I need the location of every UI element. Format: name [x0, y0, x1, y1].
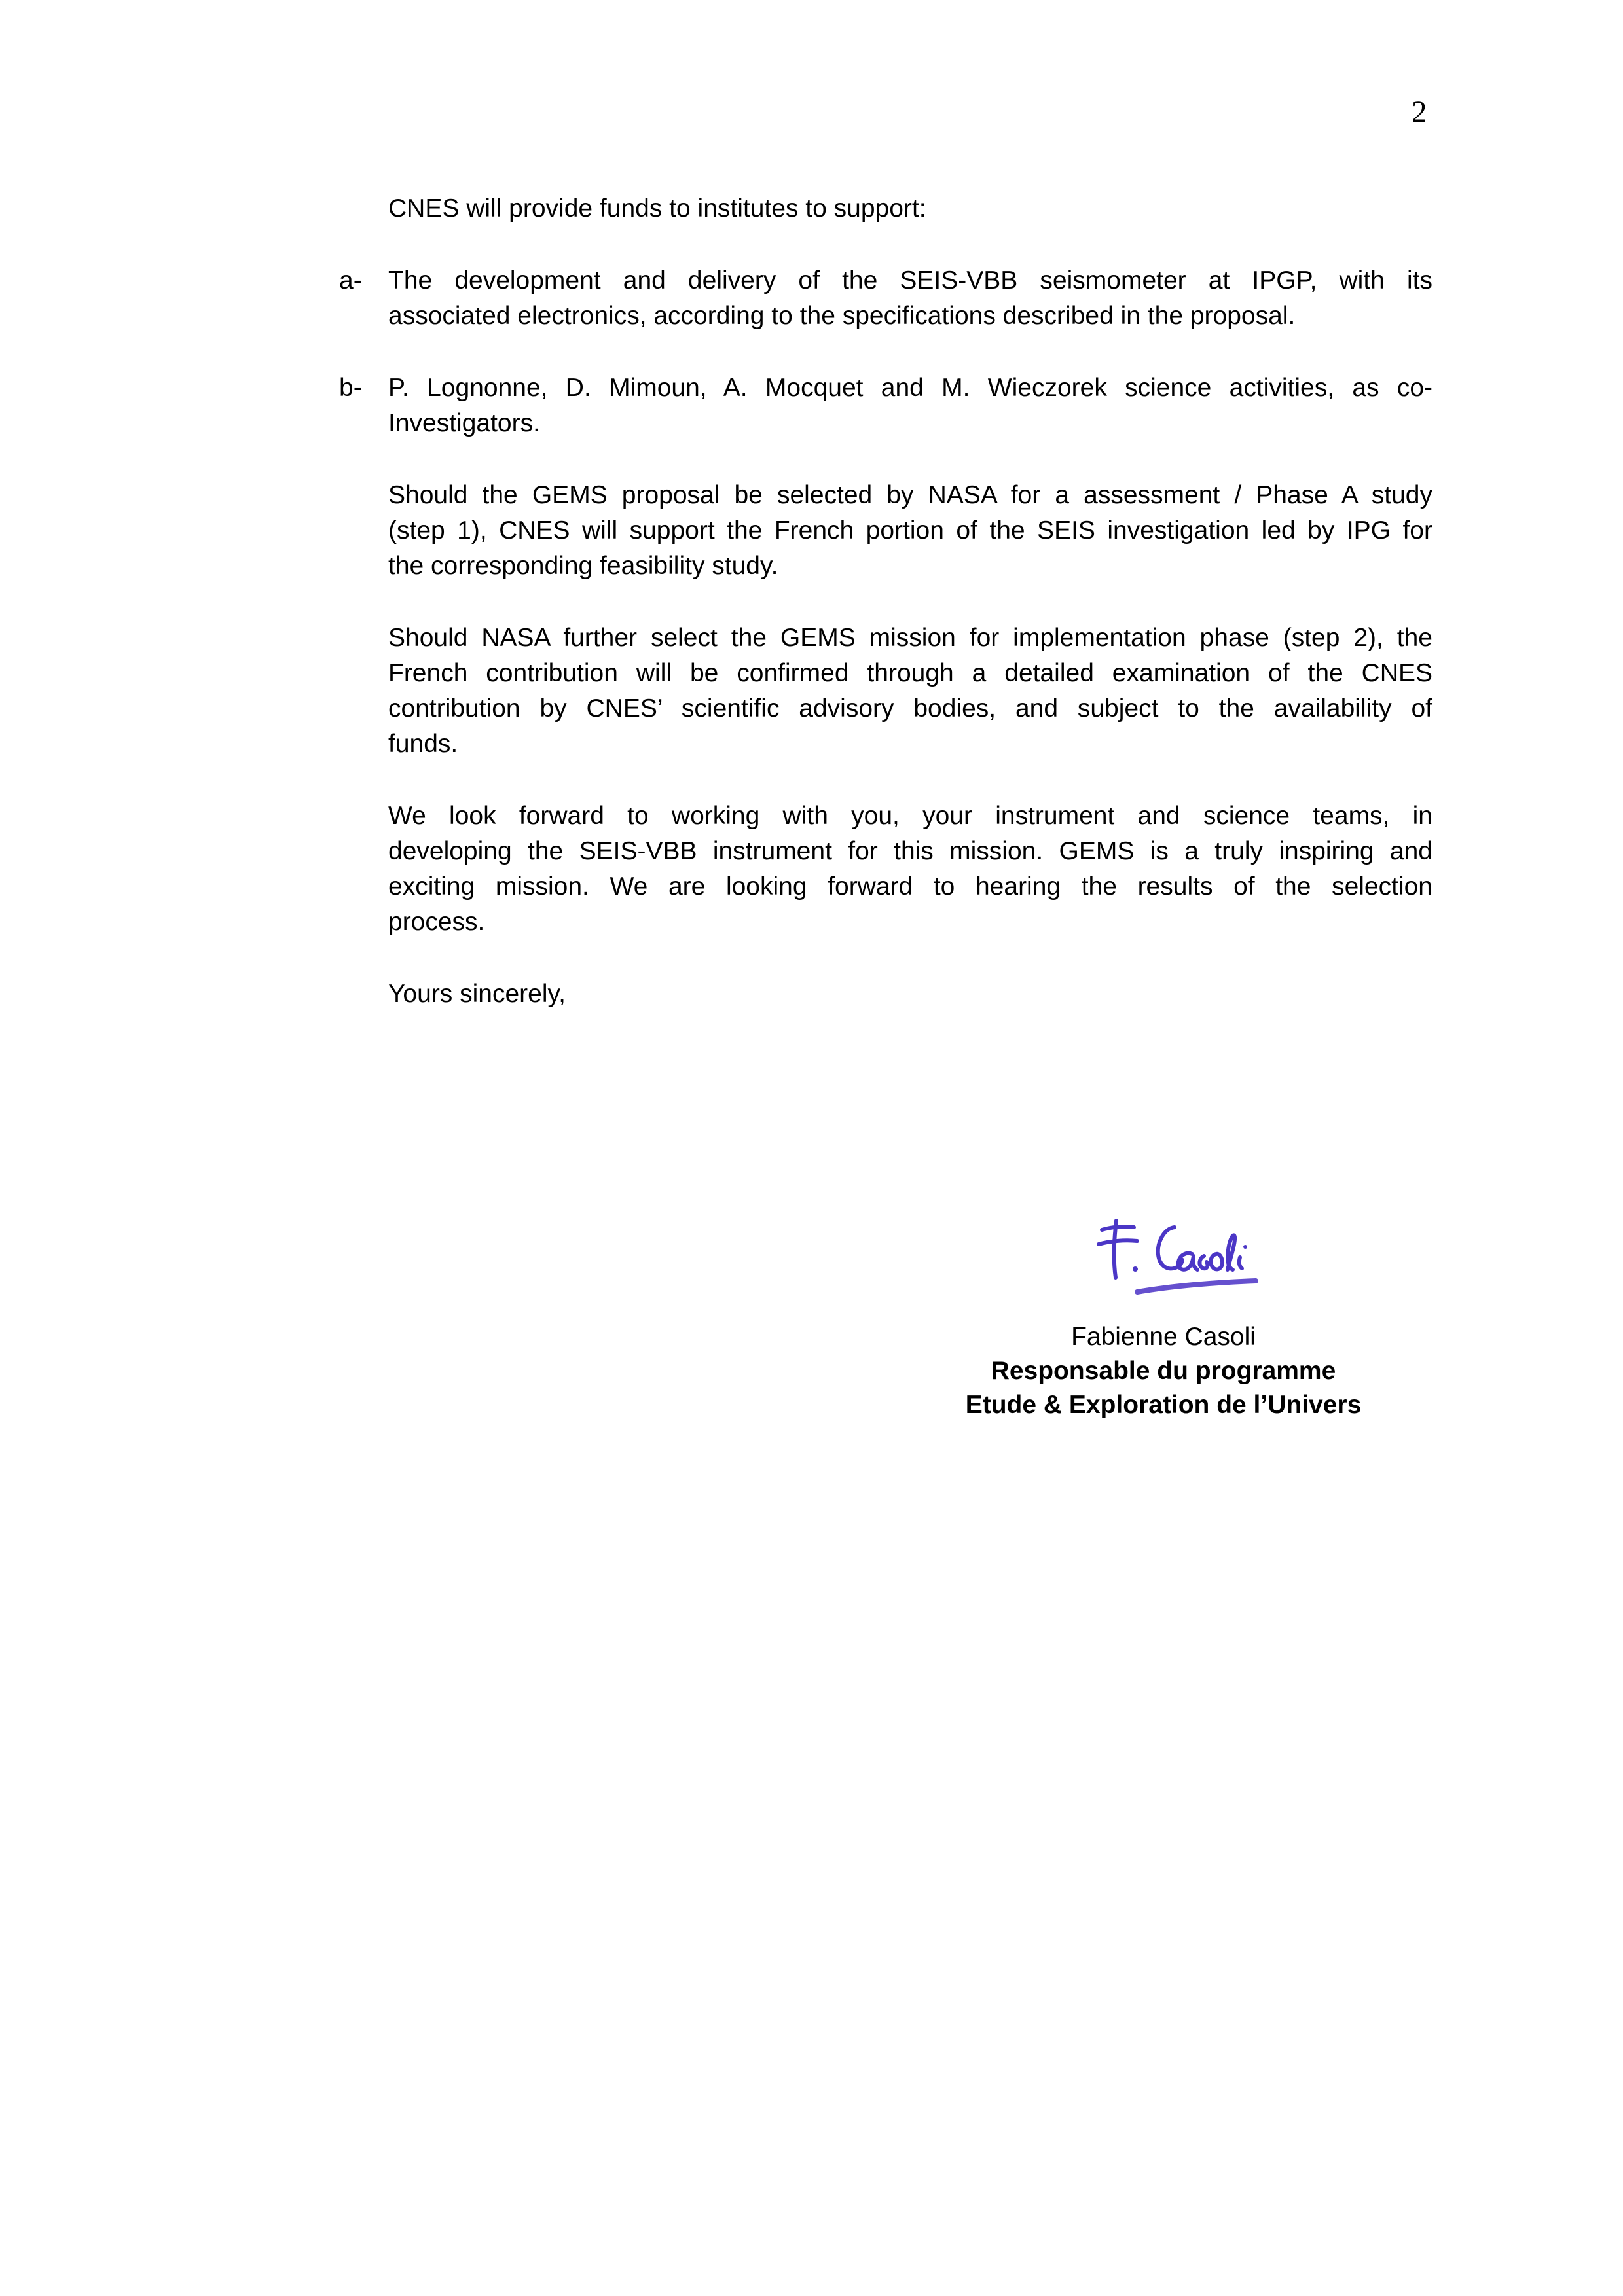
text-line: (step 1), CNES will support the French portion of the SEIS investigation led by IPG for	[388, 516, 1432, 545]
page-number: 2	[1412, 95, 1427, 129]
signature-stroke	[1099, 1240, 1137, 1244]
signature-stroke	[1239, 1257, 1242, 1268]
closing-text: Yours sincerely,	[388, 980, 566, 1008]
signature-stroke	[1228, 1235, 1235, 1270]
text-line: We look forward to working with you, your instrument and science teams, in	[388, 802, 1432, 830]
text-line: Should the GEMS proposal be selected by NASA for a assessment / Phase A study	[388, 481, 1432, 509]
signature-stroke	[1102, 1227, 1134, 1230]
list-item-b	[339, 370, 1432, 441]
text-line: French contribution will be confirmed through a detailed examination of the CNES	[388, 659, 1432, 687]
signature-stroke	[1133, 1266, 1138, 1272]
paragraph-gems-step2	[339, 620, 1432, 762]
text-line: the corresponding feasibility study.	[388, 552, 778, 580]
signatory-name: Fabienne Casoli	[1071, 1323, 1256, 1351]
paragraph-look-forward	[339, 798, 1432, 940]
signature-block	[836, 1320, 1491, 1422]
signature-stroke	[1199, 1256, 1207, 1268]
signature-stroke	[1243, 1245, 1247, 1249]
signatory-title-line1: Responsable du programme	[991, 1357, 1336, 1385]
signature-f-casoli-icon	[1079, 1210, 1275, 1314]
text-line: The development and delivery of the SEIS-VBB seismometer at IPGP, with its	[388, 266, 1432, 295]
text-line: Should NASA further select the GEMS mission for implementation phase (step 2), the	[388, 624, 1432, 652]
list-label-b: b-	[339, 374, 362, 402]
intro-text: CNES will provide funds to institutes to support:	[388, 194, 926, 223]
text-line: process.	[388, 908, 485, 936]
text-line: contribution by CNES’ scientific advisory bodies, and subject to the availability of	[388, 694, 1432, 723]
signature-stroke	[1114, 1221, 1116, 1278]
text-line: exciting mission. We are looking forward to hearing the results of the selection	[388, 872, 1432, 901]
text-line: P. Lognonne, D. Mimoun, A. Mocquet and M. Wieczorek science activities, as co-	[388, 374, 1432, 402]
list-item-a	[339, 263, 1432, 334]
signature-underline	[1137, 1281, 1256, 1292]
text-line: developing the SEIS-VBB instrument for this mission. GEMS is a truly inspiring and	[388, 837, 1432, 865]
list-label-a: a-	[339, 266, 362, 295]
closing-paragraph	[339, 977, 1432, 1012]
letter-body	[339, 191, 1432, 1012]
paragraph-gems-step1	[339, 478, 1432, 584]
text-line: funds.	[388, 730, 458, 758]
text-line: associated electronics, according to the specifications described in the proposal.	[388, 302, 1296, 330]
signature-stroke	[1211, 1254, 1222, 1270]
handwritten-signature-image	[1079, 1210, 1275, 1314]
intro-paragraph	[339, 191, 1432, 226]
signatory-title-line2: Etude & Exploration de l’Univers	[965, 1391, 1362, 1419]
text-line: Investigators.	[388, 409, 540, 437]
